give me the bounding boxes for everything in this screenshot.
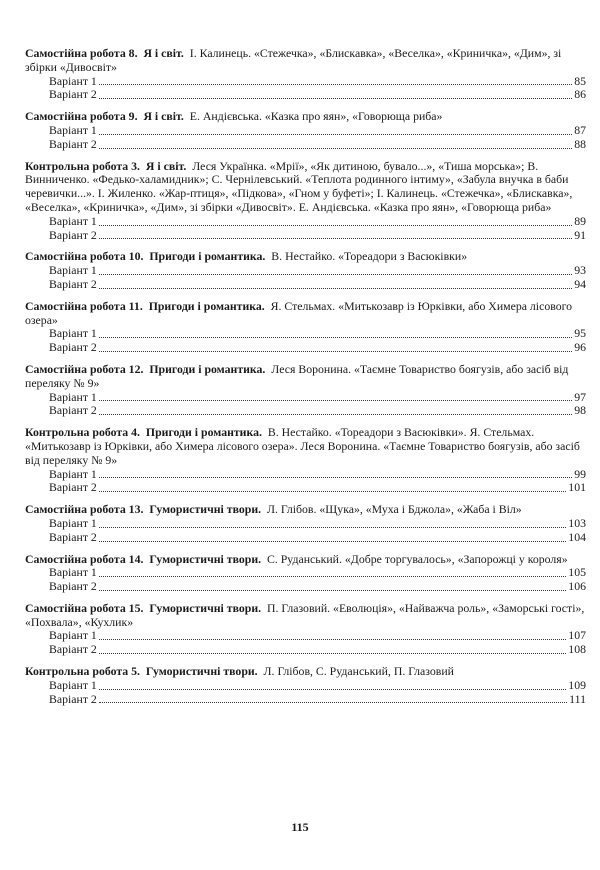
variant-row (25, 138, 586, 152)
section-heading (25, 426, 586, 467)
section-works: Л. Глібов. «Щука», «Муха і Бджола», «Жаба і Віл» (266, 502, 522, 517)
section-heading (25, 160, 586, 215)
variant-label: Варіант 1 (49, 326, 97, 341)
section-topic: Гумористичні твори. (149, 600, 262, 615)
variant-label: Варіант 2 (49, 529, 97, 544)
dot-leader (99, 490, 566, 492)
dot-leader (99, 540, 566, 542)
variant-page-number: 98 (574, 403, 586, 418)
variant-label: Варіант 1 (49, 213, 97, 228)
variant-row (25, 481, 586, 495)
variant-row (25, 341, 586, 355)
section-works: Леся Воронина. «Таємне Товариство боягузів, або засіб від переляку № 9» (25, 361, 569, 390)
variant-row (25, 264, 586, 278)
variant-row (25, 88, 586, 102)
section-topic: Гумористичні твори. (149, 502, 262, 517)
dot-leader (99, 701, 567, 703)
page-number: 115 (291, 820, 309, 834)
dot-leader (99, 688, 566, 690)
variant-label: Варіант 1 (49, 263, 97, 278)
variant-page-number: 85 (574, 73, 586, 88)
section-topic: Пригоди і романтика. (149, 249, 266, 264)
section-label: Самостійна робота 11. (25, 298, 143, 313)
variant-label: Варіант 2 (49, 87, 97, 102)
section-topic: Я і світ. (143, 46, 184, 60)
variant-page-number: 87 (574, 122, 586, 137)
toc-section (25, 160, 586, 243)
variant-label: Варіант 1 (49, 122, 97, 137)
variant-label: Варіант 1 (49, 515, 97, 530)
dot-leader (99, 97, 572, 99)
section-heading (25, 110, 586, 124)
variant-page-number: 91 (574, 227, 586, 242)
section-topic: Пригоди і романтика. (148, 298, 265, 313)
dot-leader (99, 575, 566, 577)
variant-page-number: 89 (574, 213, 586, 228)
section-label: Самостійна робота 8. (25, 46, 138, 60)
variant-page-number: 105 (568, 565, 586, 580)
variant-row (25, 566, 586, 580)
variant-page-number: 99 (574, 466, 586, 481)
section-label: Контрольна робота 5. (25, 664, 140, 679)
variant-row (25, 679, 586, 693)
variant-label: Варіант 1 (49, 677, 97, 692)
toc-section (25, 47, 586, 102)
variant-row (25, 693, 586, 707)
variant-label: Варіант 2 (49, 276, 97, 291)
variant-page-number: 86 (574, 87, 586, 102)
variant-label: Варіант 1 (49, 565, 97, 580)
section-label: Самостійна робота 9. (25, 109, 138, 124)
variant-page-number: 108 (568, 642, 586, 657)
variant-row (25, 643, 586, 657)
section-works: В. Нестайко. «Тореадори з Васюківки». Я. Стельмах. «Митькозавр із Юрківки, або Химера лісового озера». Леся Воронина. «Таємне Товариство боягузів, або засіб від переляку № 9» (25, 425, 580, 467)
variant-label: Варіант 1 (49, 73, 97, 88)
section-topic: Пригоди і романтика. (149, 361, 266, 376)
variant-row (25, 404, 586, 418)
dot-leader (99, 287, 572, 289)
section-heading (25, 553, 586, 567)
section-works: І. Калинець. «Стежечка», «Блискавка», «Веселка», «Криничка», «Дим», зі збірки «Дивосвіт» (25, 46, 562, 74)
section-works: С. Руданський. «Добре торгувалось», «Запорожці у короля» (266, 551, 568, 566)
variant-page-number: 101 (568, 480, 586, 495)
variant-page-number: 104 (568, 529, 586, 544)
variant-page-number: 93 (574, 263, 586, 278)
variant-row (25, 75, 586, 89)
toc-section (25, 503, 586, 544)
section-topic: Пригоди і романтика. (145, 425, 262, 440)
variant-row (25, 215, 586, 229)
section-topic: Я і світ. (145, 158, 187, 173)
dot-leader (99, 638, 566, 640)
variant-label: Варіант 2 (49, 579, 97, 594)
toc-section (25, 602, 586, 657)
dot-leader (99, 147, 572, 149)
dot-leader (99, 224, 572, 226)
variant-row (25, 517, 586, 531)
section-topic: Гумористичні твори. (145, 664, 258, 679)
toc-section (25, 250, 586, 291)
variant-row (25, 278, 586, 292)
dot-leader (99, 526, 566, 528)
dot-leader (99, 399, 572, 401)
variant-label: Варіант 2 (49, 480, 97, 495)
variant-page-number: 111 (569, 691, 586, 706)
section-topic: Я і світ. (143, 109, 184, 124)
section-works: В. Нестайко. «Тореадори з Васюківки» (271, 249, 468, 264)
variant-label: Варіант 2 (49, 642, 97, 657)
variant-label: Варіант 1 (49, 628, 97, 643)
section-heading (25, 665, 586, 679)
dot-leader (99, 273, 572, 275)
section-works: Я. Стельмах. «Митькозавр із Юрківки, або Химера лісового озера» (25, 298, 573, 327)
dot-leader (99, 652, 566, 654)
variant-label: Варіант 2 (49, 691, 97, 706)
variant-page-number: 106 (568, 579, 586, 594)
variant-page-number: 96 (574, 340, 586, 355)
dot-leader (99, 350, 572, 352)
section-works: Леся Українка. «Мрії», «Як дитиною, бувало...», «Тиша морська»; В. Винниченко. «Федько-халамидник»; С. Чернілевський. «Теплота родинного інтиму», «Забула внучка в баби черевички...». І. Жиленко. «Жар-птиця», «Підкова», «Гном у буфеті»; І. Калинець. «Стежечка», «Блискавка», «Веселка», «Криничка», «Дим», зі збірки «Дивосвіт». Е. Андієвська. «Казка про яян», «Говорюща риба» (25, 158, 573, 214)
variant-page-number: 107 (568, 628, 586, 643)
variant-page-number: 97 (574, 389, 586, 404)
section-label: Самостійна робота 13. (25, 502, 144, 517)
variant-row (25, 124, 586, 138)
variant-label: Варіант 1 (49, 389, 97, 404)
variant-label: Варіант 1 (49, 466, 97, 481)
dot-leader (99, 83, 572, 85)
section-label: Контрольна робота 4. (25, 425, 140, 440)
dot-leader (99, 133, 572, 135)
toc-section (25, 363, 586, 418)
variant-label: Варіант 2 (49, 136, 97, 151)
variant-label: Варіант 2 (49, 403, 97, 418)
section-label: Самостійна робота 15. (25, 600, 144, 615)
variant-page-number: 88 (574, 136, 586, 151)
table-of-contents (25, 47, 586, 706)
dot-leader (99, 336, 572, 338)
dot-leader (99, 476, 572, 478)
variant-row (25, 629, 586, 643)
section-works: П. Глазовий. «Еволюція», «Найважча роль», «Заморські гості», «Похвала», «Кухлик» (25, 600, 585, 629)
variant-row (25, 229, 586, 243)
variant-page-number: 109 (568, 677, 586, 692)
dot-leader (99, 589, 566, 591)
toc-section (25, 110, 586, 151)
toc-section (25, 300, 586, 355)
section-heading (25, 47, 586, 75)
toc-section (25, 665, 586, 706)
variant-row (25, 468, 586, 482)
toc-section (25, 426, 586, 495)
toc-section (25, 553, 586, 594)
variant-page-number: 94 (574, 276, 586, 291)
section-heading (25, 602, 586, 630)
variant-page-number: 95 (574, 326, 586, 341)
section-heading (25, 300, 586, 328)
section-topic: Гумористичні твори. (149, 551, 262, 566)
variant-label: Варіант 2 (49, 340, 97, 355)
section-heading (25, 363, 586, 391)
section-label: Самостійна робота 14. (25, 551, 144, 566)
variant-row (25, 391, 586, 405)
section-heading (25, 250, 586, 264)
section-works: Л. Глібов, С. Руданський, П. Глазовий (263, 664, 454, 679)
variant-page-number: 103 (568, 515, 586, 530)
section-heading (25, 503, 586, 517)
variant-label: Варіант 2 (49, 227, 97, 242)
section-label: Контрольна робота 3. (25, 158, 140, 173)
dot-leader (99, 413, 572, 415)
section-label: Самостійна робота 12. (25, 361, 144, 376)
section-works: Е. Андієвська. «Казка про яян», «Говорюща риба» (189, 109, 443, 124)
section-label: Самостійна робота 10. (25, 249, 144, 264)
dot-leader (99, 237, 572, 239)
variant-row (25, 531, 586, 545)
variant-row (25, 327, 586, 341)
variant-row (25, 580, 586, 594)
